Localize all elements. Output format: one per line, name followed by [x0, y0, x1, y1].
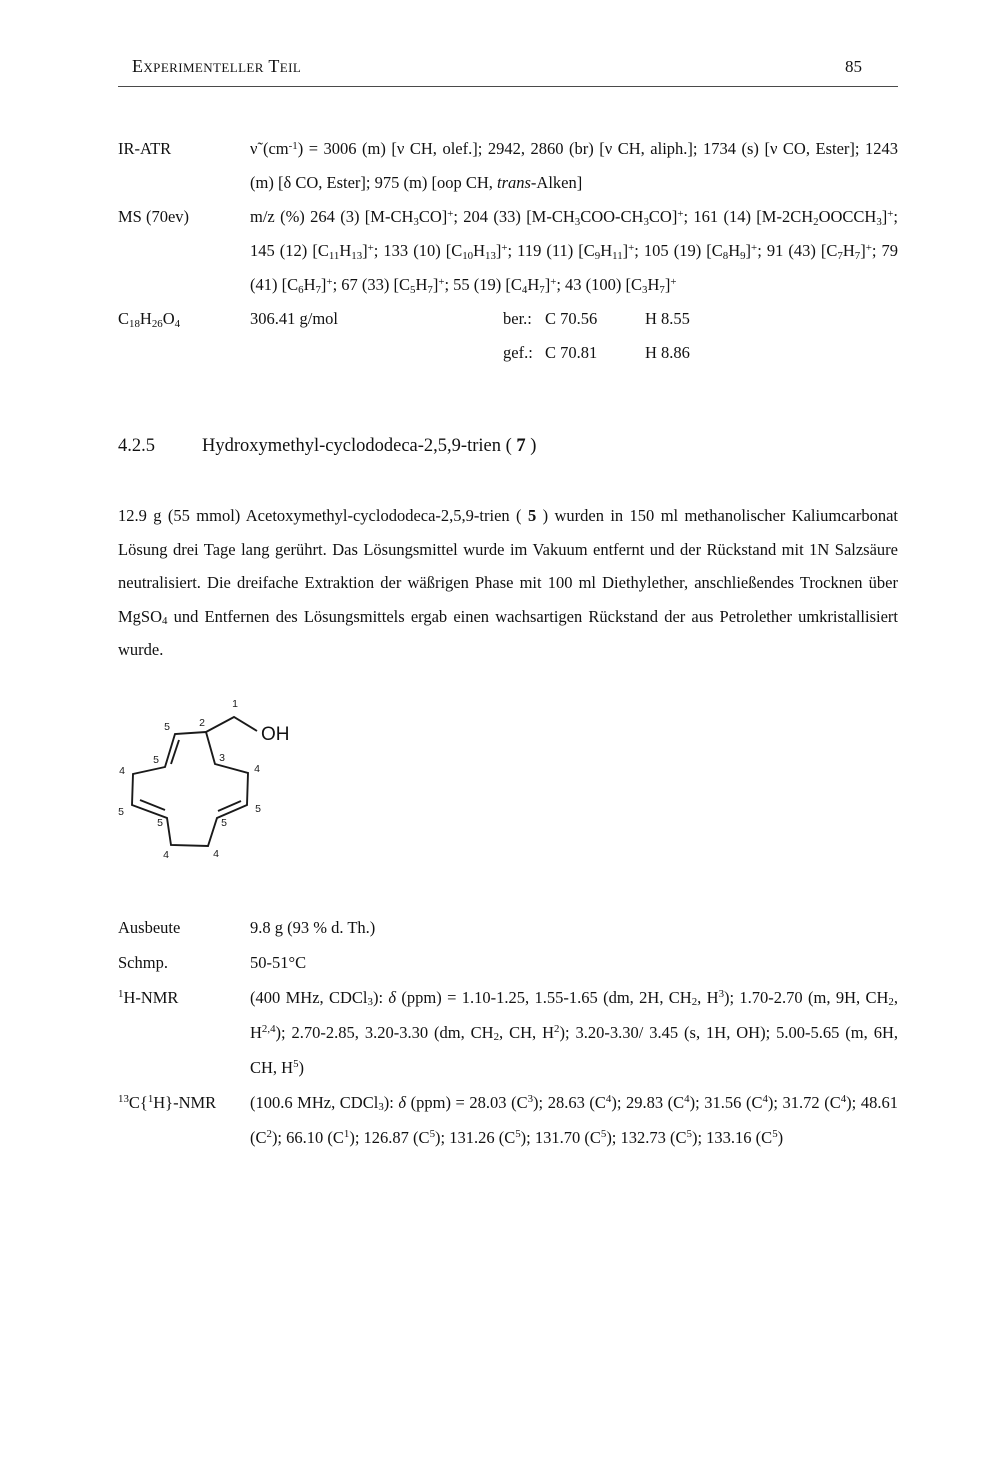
- section-number: 4.2.5: [118, 436, 155, 456]
- page-number: 85: [845, 57, 862, 76]
- elemental-found-row: [503, 336, 690, 370]
- calculated-hydrogen: H 8.55: [645, 309, 690, 328]
- property-row-c-nmr: [118, 1085, 898, 1155]
- atom-number-label: 5: [164, 720, 170, 733]
- atom-number-label: 5: [221, 816, 227, 829]
- header-rule: [118, 86, 898, 87]
- molecular-formula: $C_{18}H_{26}O_4$: [118, 309, 181, 330]
- analytical-data-top: [118, 132, 898, 370]
- ring-bond-path: [132, 732, 248, 846]
- property-row-ms: [118, 200, 898, 302]
- property-row-yield: [118, 910, 898, 945]
- property-row-h-nmr: [118, 980, 898, 1085]
- found-hydrogen: H 8.86: [645, 343, 690, 362]
- molar-mass: 306.41 g/mol: [250, 309, 339, 328]
- property-label-ir: IR-ATR: [118, 139, 172, 158]
- found-label: gef.:: [503, 343, 533, 362]
- procedure-paragraph: 12.9 g (55 mmol) Acetoxymethyl-cyclododeca-2,5,9-trien ( 5 ) wurden in 150 ml methanolischer Kaliumcarbonat Lösung drei Tage lang gerührt. Das Lösungsmittel wurde im Vakuum entfernt und der Rückstand mit 1N Salzsäure neutralisiert. Die dreifache Extraktion der wäßrigen Phase mit 100 ml Diethylether, anschließendes Trocknen über MgSO$_4$ und Entfernen des Lösungsmittels ergab einen wachsartigen Rückstand der aus Petrolether umkristallisiert wurde.: [118, 506, 898, 659]
- atom-number-label: 5: [157, 816, 163, 829]
- atom-number-label: 4: [163, 848, 169, 861]
- atom-number-label: 4: [119, 764, 125, 777]
- atom-number-label: 2: [199, 716, 205, 729]
- property-row-melting-point: [118, 945, 898, 980]
- property-label-c-nmr: $^{13}$C{$^1$H}-NMR: [118, 1092, 217, 1112]
- elemental-calculated-row: [503, 302, 690, 336]
- hydroxymethyl-bond-path: [206, 717, 257, 732]
- atom-number-label: 4: [213, 847, 219, 860]
- atom-number-label: 1: [232, 697, 238, 710]
- running-header-title: Experimenteller Teil: [132, 56, 302, 76]
- property-label-h-nmr: $^1$H-NMR: [118, 987, 179, 1007]
- property-row-ir: [118, 132, 898, 200]
- elemental-analysis-table: [503, 302, 690, 370]
- hydroxyl-label: OH: [261, 723, 290, 745]
- found-carbon: C 70.81: [545, 343, 598, 362]
- property-value-ir: ν̃ $(cm^{-1}) = 3006$ (m) [ν CH, olef.]; 2942, 2860 (br) [ν CH, aliph.]; 1734 (s) [ν CO, Ester]; 1243 (m) [δ CO, Ester]; 975 (m) [oop CH, trans-Alken]: [250, 139, 898, 192]
- property-row-elemental: [118, 302, 898, 370]
- property-label-ms: MS (70ev): [118, 207, 190, 226]
- property-value-ms: m/z (%) 264 (3) $[M-CH_3CO]^+$; 204 (33) $[M-CH_3COO-CH_3CO]^+$; 161 (14) $[M-2CH_2OOCCH_3]^+$; 145 (12) $[C_{11}H_{13}]^+$; 133 (10) $[C_{10}H_{13}]^+$; 119 (11) $[C_9H_{11}]^+$; 105 (19) $[C_8H_9]^+$; 91 (43) $[C_7H_7]^+$; 79 (41) $[C_6H_7]^+$; 67 (33) $[C_5H_7]^+$; 55 (19) $[C_4H_7]^+$; 43 (100) $[C_3H_7]^+$: [250, 207, 899, 296]
- chemical-structure-figure: [110, 680, 310, 880]
- running-header: [118, 56, 898, 77]
- property-label-melting-point: Schmp.: [118, 952, 168, 972]
- atom-number-label: 5: [255, 802, 261, 815]
- property-label-yield: Ausbeute: [118, 917, 181, 937]
- document-page: [0, 56, 1000, 1155]
- elemental-analysis: [250, 302, 898, 370]
- atom-number-label: 3: [219, 751, 225, 764]
- atom-number-label: 5: [118, 805, 124, 818]
- atom-number-label: 5: [153, 753, 159, 766]
- property-value-yield: 9.8 g (93 % d. Th.): [250, 917, 376, 937]
- section-title: Hydroxymethyl-cyclododeca-2,5,9-trien ( 7 ): [202, 436, 537, 456]
- atom-number-label: 4: [254, 762, 260, 775]
- property-value-melting-point: 50-51°C: [250, 952, 307, 972]
- property-value-h-nmr: (400 MHz, CDCl$_3$): δ (ppm) = 1.10-1.25, 1.55-1.65 (dm, 2H, $CH_2$, $H^3$); 1.70-2.70 (m, 9H, $CH_2$, H$^{2,4}$); 2.70-2.85, 3.20-3.30 (dm, $CH_2$, CH, $H^2$); 3.20-3.30/ 3.45 (s, 1H, OH); 5.00-5.65 (m, 6H, CH, $H^5$): [250, 987, 898, 1077]
- section-heading: [118, 436, 898, 457]
- calculated-label: ber.:: [503, 309, 532, 328]
- calculated-carbon: C 70.56: [545, 309, 598, 328]
- property-value-c-nmr: (100.6 MHz, CDCl$_3$): δ (ppm) = 28.03 $(C^3)$; 28.63 $(C^4)$; 29.83 $(C^4)$; 31.56 $(C^4)$; 31.72 $(C^4)$; 48.61 $(C^2)$; 66.10 $(C^1)$; 126.87 $(C^5)$; 131.26 $(C^5)$; 131.70 $(C^5)$; 132.73 $(C^5)$; 133.16 $(C^5)$: [250, 1092, 898, 1147]
- structure-drawing: [110, 680, 300, 880]
- analytical-data-bottom: [118, 910, 898, 1155]
